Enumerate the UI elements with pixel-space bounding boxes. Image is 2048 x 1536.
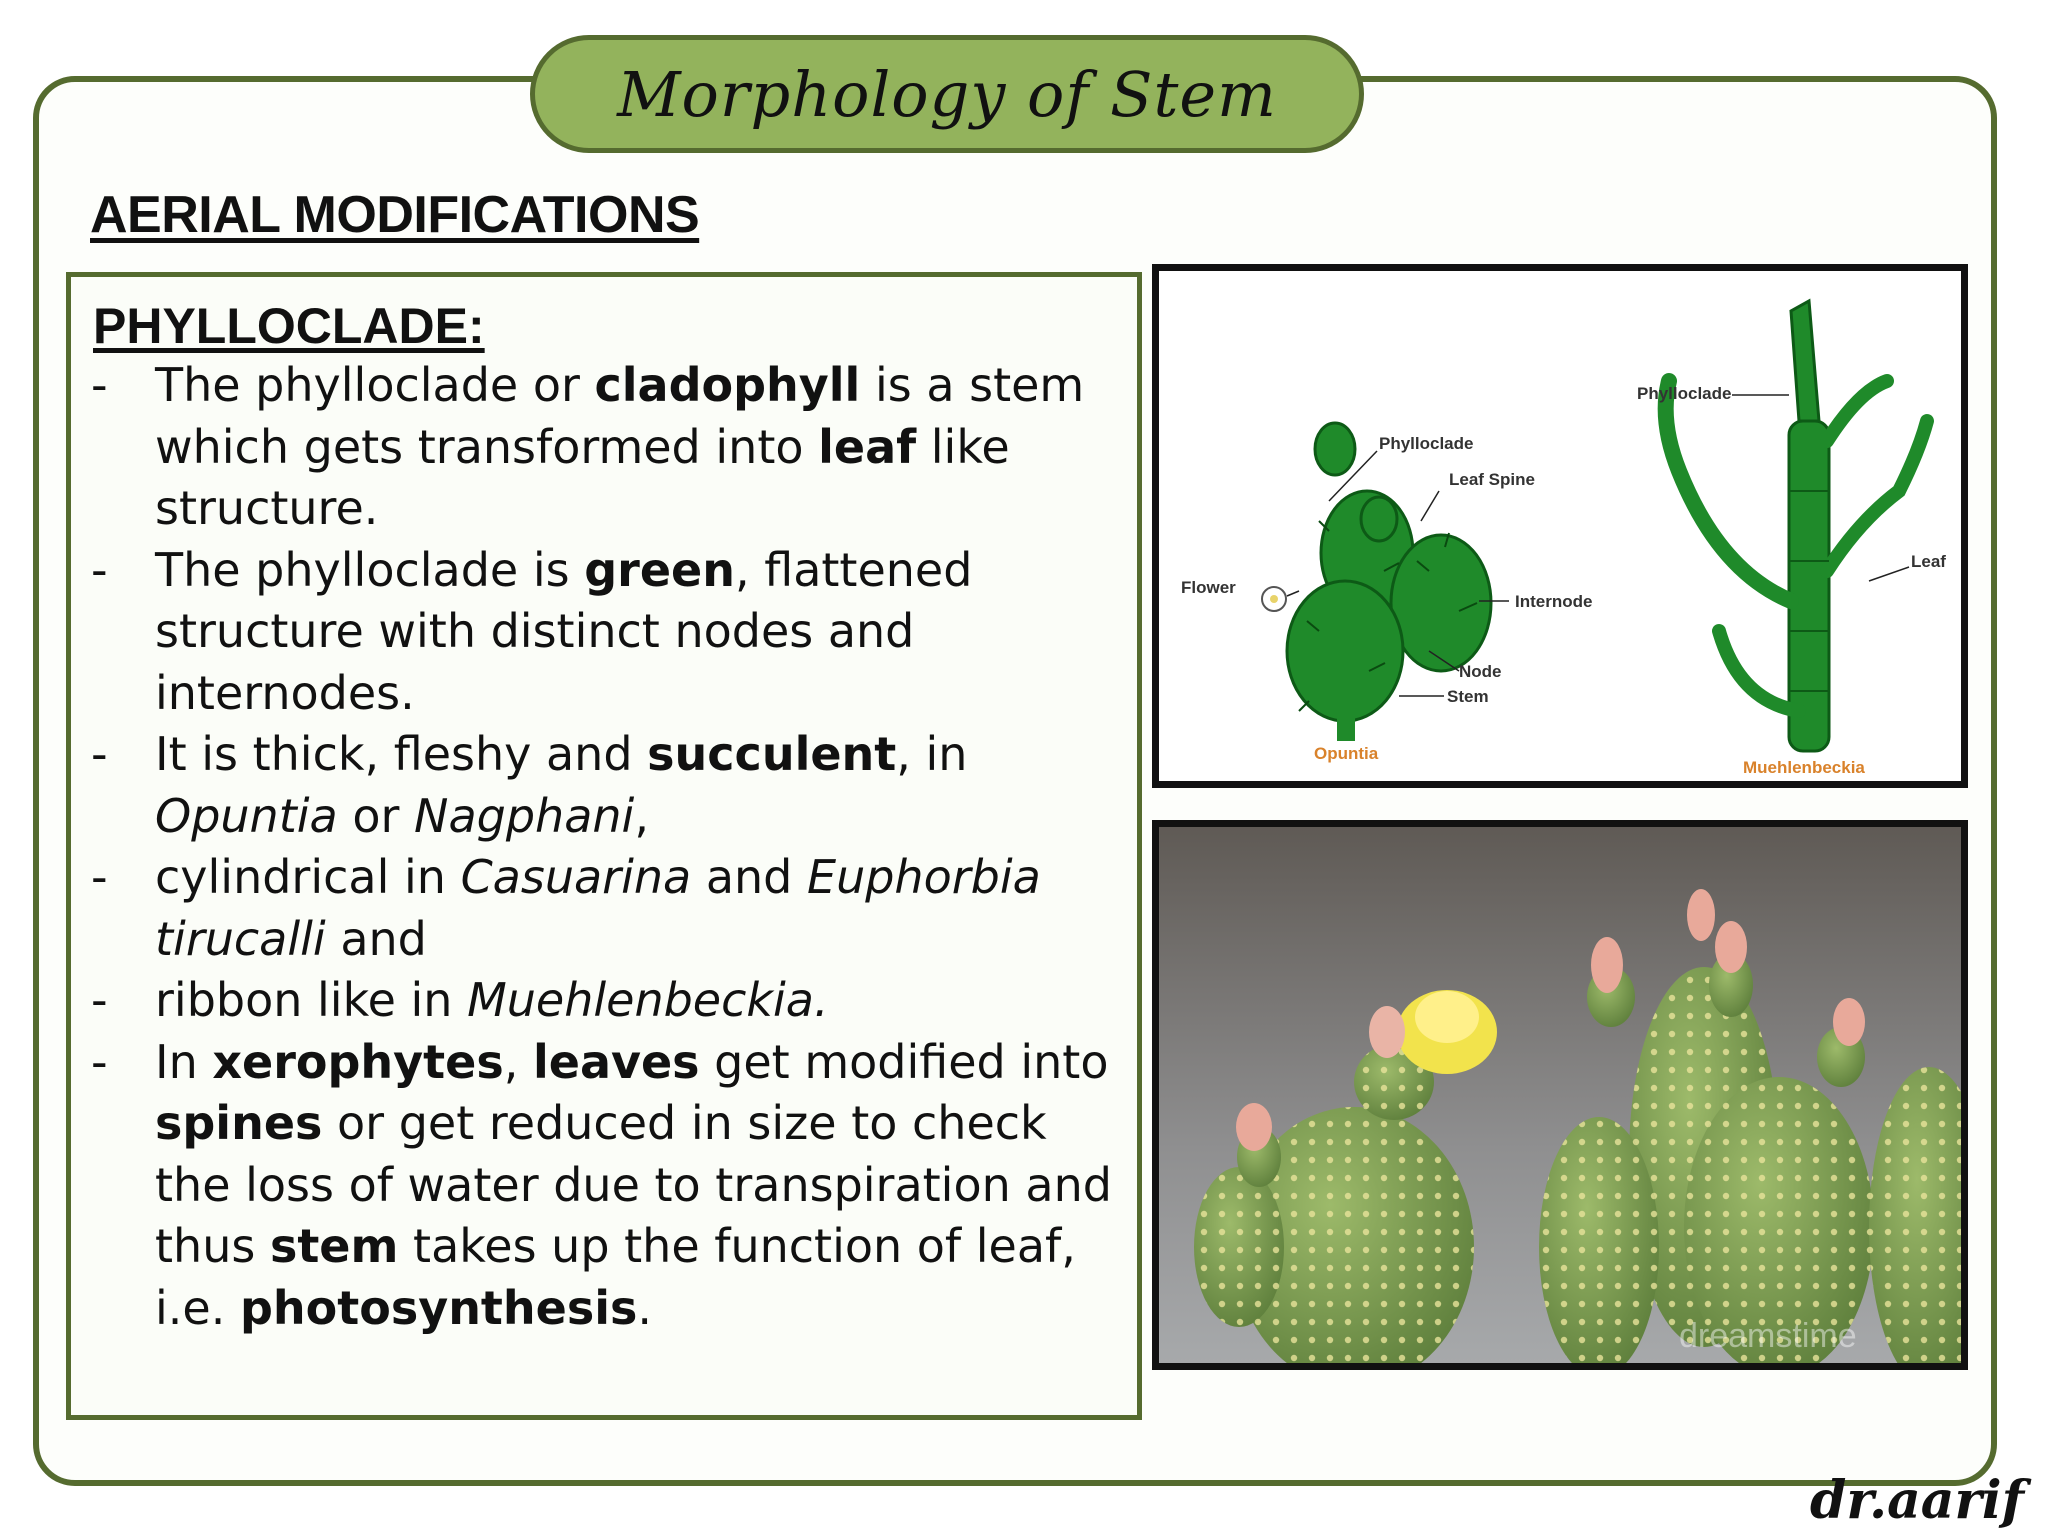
bullet-text: It is thick, fleshy and [155, 727, 648, 781]
bullet-item [89, 724, 1129, 847]
bullet-text: In [155, 1034, 213, 1089]
phylloclade-text-box [66, 272, 1142, 1420]
bullet-text: ribbon like in [155, 973, 468, 1027]
bullet-text: or [337, 788, 415, 843]
label-opuntia: Opuntia [1314, 744, 1379, 763]
italic-term: Muehlenbeckia. [467, 973, 829, 1027]
bullet-text: , [634, 788, 649, 843]
bullet-item [89, 1032, 1129, 1340]
slide-title: Morphology of Stem [617, 57, 1277, 131]
label-leaf-spine: Leaf Spine [1449, 470, 1535, 489]
bullet-text: takes up the function of leaf, i.e. [155, 1219, 1076, 1335]
bullet-text: cylindrical in [155, 850, 461, 904]
label-node: Node [1459, 662, 1502, 681]
bold-term: leaf [818, 419, 917, 474]
bold-term: cladophyll [594, 358, 861, 412]
diagram-svg [1159, 271, 1961, 781]
bullet-item [89, 970, 1129, 1032]
bullet-item [89, 847, 1129, 970]
italic-term: Nagphani [414, 788, 635, 843]
label-flower: Flower [1181, 578, 1236, 597]
title-banner [530, 35, 1364, 153]
bullet-list [89, 355, 1129, 1339]
label-stem: Stem [1447, 687, 1489, 706]
bullet-text: get modified into [699, 1034, 1109, 1089]
bold-term: xerophytes [212, 1034, 504, 1089]
label-muehlenbeckia: Muehlenbeckia [1743, 758, 1865, 777]
italic-term: Euphorbia tirucalli [155, 850, 1041, 966]
bullet-text: and [691, 850, 808, 904]
bullet-text: or get reduced in size to check the loss of water due to transpiration and thus [155, 1096, 1112, 1273]
bullet-text: like structure. [155, 419, 1010, 535]
bullet-text: , [503, 1034, 533, 1089]
cactus-photo [1152, 820, 1968, 1370]
bold-term: green [584, 542, 735, 597]
bold-term: leaves [532, 1034, 700, 1089]
bold-term: photosynthesis [239, 1280, 638, 1335]
italic-term: Opuntia [155, 788, 338, 843]
phylloclade-heading: PHYLLOCLADE: [93, 298, 485, 354]
label-internode: Internode [1515, 592, 1593, 611]
photo-watermark: dreamstime [1679, 1317, 1857, 1355]
label-phylloclade-left: Phylloclade [1379, 434, 1474, 453]
bold-term: succulent [647, 727, 897, 781]
bullet-item [89, 540, 1129, 725]
bullet-text: is a stem which gets transformed into [155, 358, 1085, 474]
muehlenbeckia-drawing [1666, 301, 1927, 751]
bullet-item [89, 355, 1129, 540]
bullet-text: and [325, 911, 427, 966]
label-leaf: Leaf [1911, 552, 1946, 571]
bullet-text: , in [896, 727, 968, 781]
bullet-text: . [637, 1280, 653, 1335]
bullet-text: The phylloclade is [155, 542, 585, 597]
section-heading: AERIAL MODIFICATIONS [90, 186, 700, 244]
author-signature: dr.aarif [1810, 1470, 2024, 1531]
label-phylloclade-right: Phylloclade [1637, 384, 1732, 403]
bold-term: spines [155, 1096, 323, 1150]
photo-svg [1159, 827, 1961, 1363]
bold-term: stem [269, 1219, 399, 1273]
phylloclade-diagram [1152, 264, 1968, 788]
italic-term: Casuarina [460, 850, 692, 904]
bullet-text: The phylloclade or [155, 358, 595, 412]
bullet-text: , flattened structure with distinct nodes and internodes. [155, 542, 973, 720]
